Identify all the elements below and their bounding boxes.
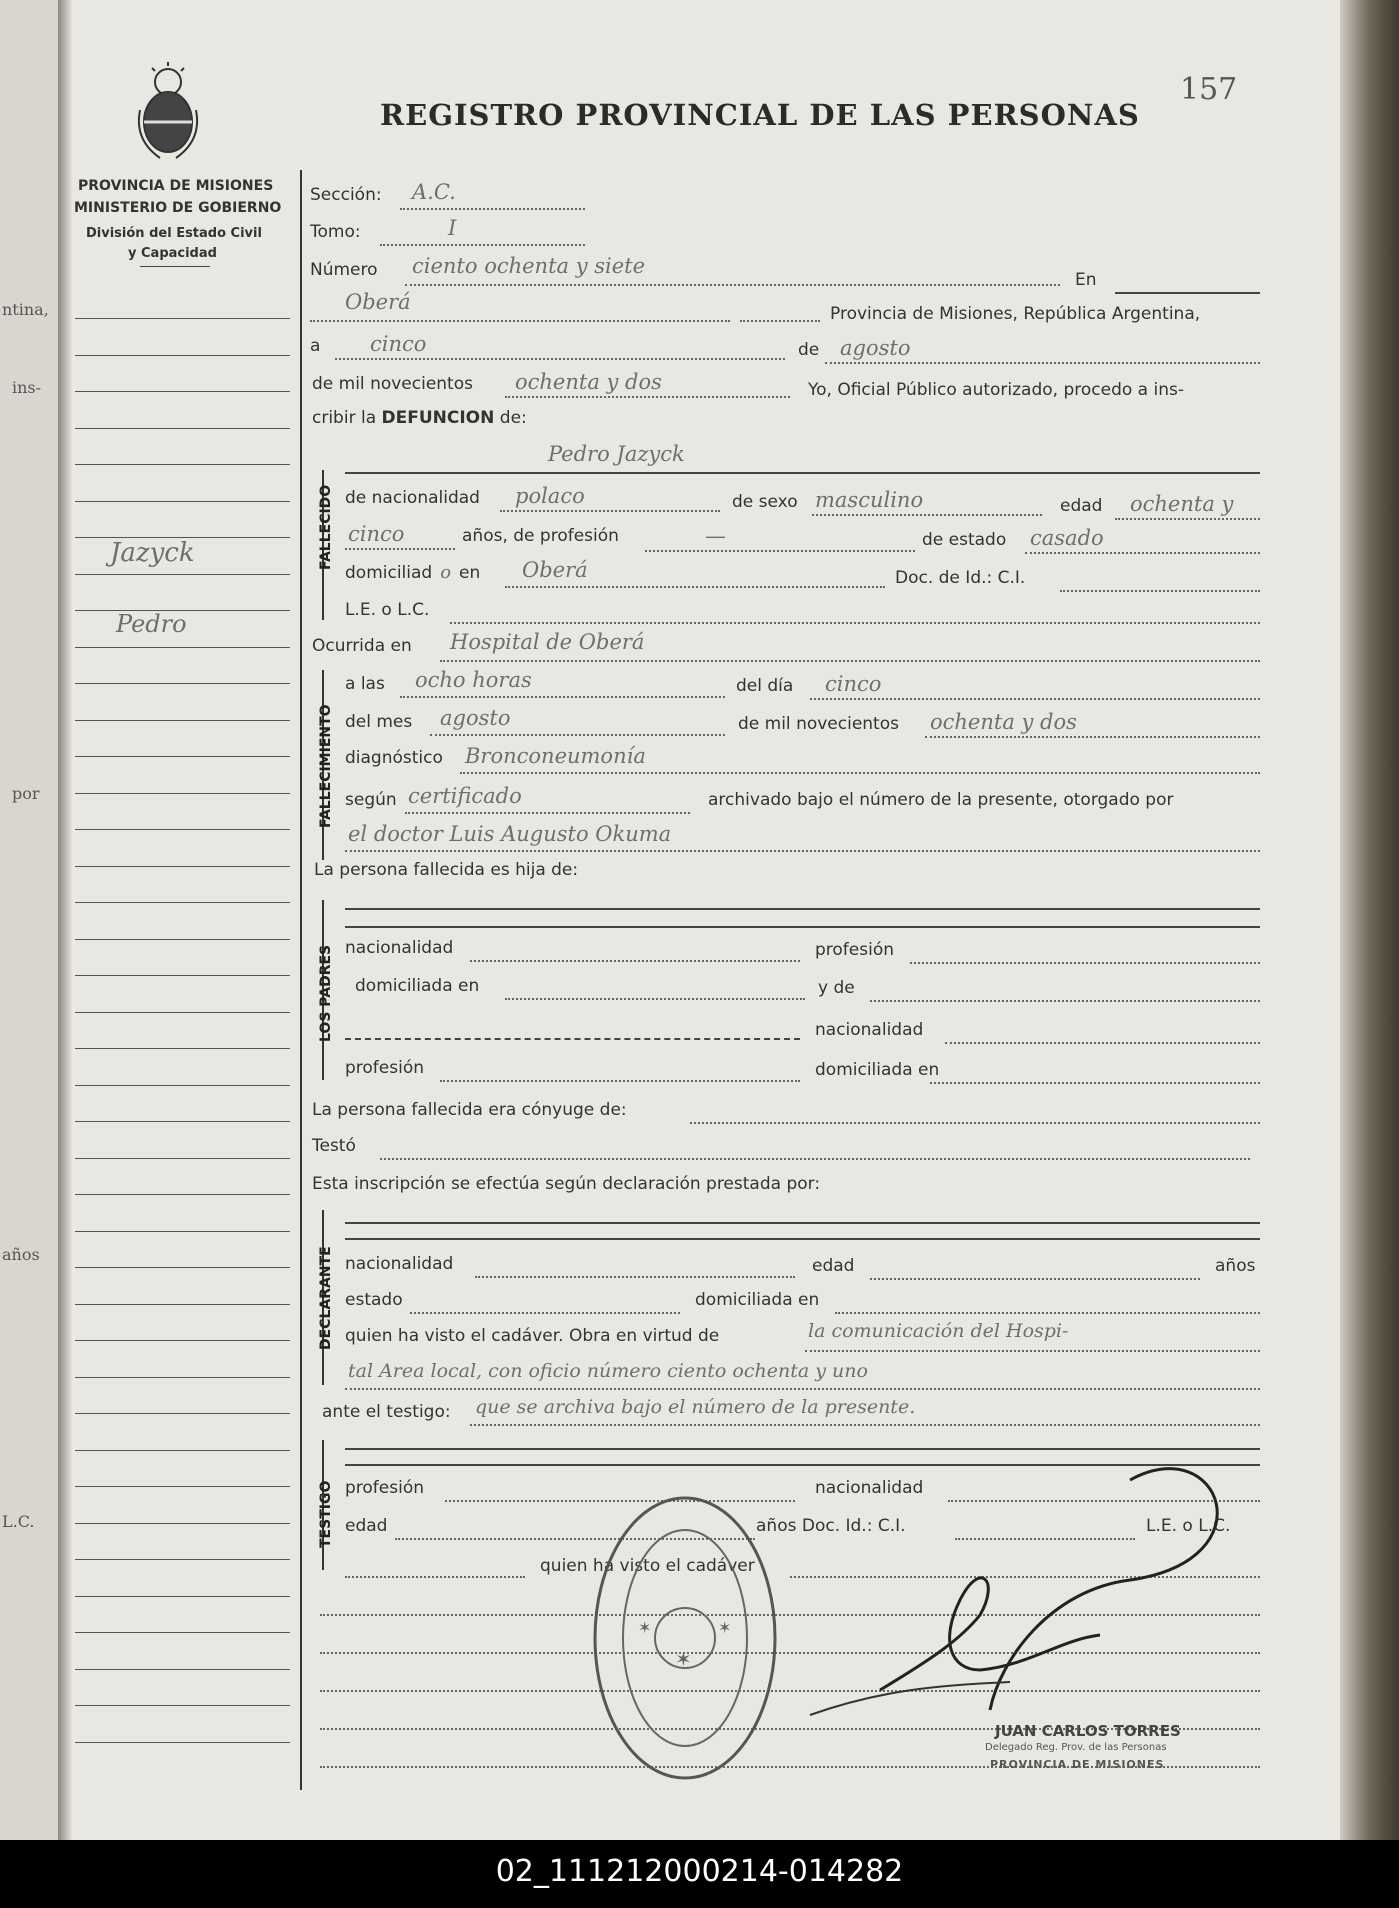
margin-line: [75, 1267, 290, 1268]
margin-line: [75, 866, 290, 867]
agency-line: MINISTERIO DE GOBIERNO: [74, 200, 282, 216]
a-las-label: a las: [345, 674, 385, 694]
signature-icon: [800, 1440, 1260, 1730]
le-lc-label: L.E. o L.C.: [345, 600, 430, 620]
book-edge: [1340, 0, 1399, 1840]
margin-line: [75, 793, 290, 794]
localidad-value: Oberá: [345, 290, 411, 314]
margin-line: [75, 1705, 290, 1706]
inscripcion-label: Esta inscripción se efectúa según declaración prestada por:: [312, 1174, 821, 1194]
quien-visto-label: quien ha visto el cadáver. Obra en virtud de: [345, 1326, 720, 1346]
margin-line: [75, 1012, 290, 1013]
margin-line: [75, 428, 290, 429]
margin-line: [75, 391, 290, 392]
dia-value: cinco: [370, 332, 427, 356]
estado-label: de estado: [922, 530, 1007, 550]
ante-testigo-label: ante el testigo:: [322, 1402, 451, 1422]
margin-line: [75, 1085, 290, 1086]
margin-line: [75, 318, 290, 319]
margin-line: [75, 574, 290, 575]
declarante-nacionalidad-label: nacionalidad: [345, 1254, 454, 1274]
margin-line: [75, 1194, 290, 1195]
seccion-label: Sección:: [310, 185, 382, 205]
margin-line: [75, 1121, 290, 1122]
margin-surname: Jazyck: [110, 538, 195, 568]
column-divider: [300, 170, 302, 1790]
hija-de-label: La persona fallecida es hija de:: [314, 860, 579, 880]
madre-nacionalidad-label: nacionalidad: [815, 1020, 924, 1040]
domicilio-value: Oberá: [522, 558, 588, 582]
section-tag-testigo: TESTIGO: [318, 1480, 334, 1548]
section-tag-fallecimiento: FALLECIMIENTO: [318, 704, 334, 828]
margin-line: [75, 975, 290, 976]
signatory-province: PROVINCIA DE MISIONES: [990, 1758, 1165, 1771]
signatory-name: JUAN CARLOS TORRES: [995, 1722, 1181, 1740]
svg-text:✶: ✶: [675, 1647, 692, 1671]
ocurrida-label: Ocurrida en: [312, 636, 412, 656]
diagnostico-label: diagnóstico: [345, 748, 443, 768]
margin-line: [75, 1377, 290, 1378]
margin-line: [75, 501, 290, 502]
edad-value-2: cinco: [348, 522, 405, 546]
nacionalidad-value: polaco: [515, 484, 585, 508]
margin-line: [75, 902, 290, 903]
archivado-label: archivado bajo el número de la presente, otorgado por: [708, 790, 1174, 810]
estado-value: casado: [1030, 526, 1104, 550]
nombre-value: Pedro Jazyck: [548, 442, 685, 466]
margin-line: [75, 1340, 290, 1341]
domiciliado-label: domiciliad o en: [345, 562, 481, 583]
margin-line: [75, 1158, 290, 1159]
oficial-label: Yo, Oficial Público autorizado, procedo a ins-: [808, 380, 1184, 400]
margin-line: [75, 1048, 290, 1049]
margin-line: [75, 464, 290, 465]
margin-line: [75, 720, 290, 721]
margin-line: [75, 1450, 290, 1451]
profesion-label: años, de profesión: [462, 526, 619, 546]
margin-line: [75, 1669, 290, 1670]
ocurrida-value: Hospital de Oberá: [450, 630, 645, 654]
inscribir-label: cribir la DEFUNCION de:: [312, 408, 527, 428]
medico-value: el doctor Luis Augusto Okuma: [348, 822, 672, 846]
anio-value: ochenta y dos: [515, 370, 662, 394]
signatory-title: Delegado Reg. Prov. de las Personas: [985, 1742, 1167, 1753]
anio-f-value: ochenta y dos: [930, 710, 1077, 734]
testo-label: Testó: [312, 1136, 356, 1156]
numero-label: Número: [310, 260, 378, 280]
section-tag-declarante: DECLARANTE: [318, 1246, 334, 1350]
a-label: a: [310, 336, 321, 356]
margin-line: [75, 355, 290, 356]
page-number: 157: [1180, 72, 1238, 107]
mes-value: agosto: [840, 336, 911, 360]
testigo-profesion-label: profesión: [345, 1478, 425, 1498]
y-de-label: y de: [818, 978, 855, 998]
dia-f-value: cinco: [825, 672, 882, 696]
prev-page-fragment: ins-: [12, 378, 42, 397]
obra-value-1: la comunicación del Hospi-: [808, 1320, 1069, 1342]
conyuge-label: La persona fallecida era cónyuge de:: [312, 1100, 627, 1120]
testigo-doc-label: años Doc. Id.: C.I.: [756, 1516, 906, 1536]
agency-line: y Capacidad: [128, 246, 217, 261]
declarante-edad-label: edad: [812, 1256, 855, 1276]
book-spine: [58, 0, 72, 1840]
segun-value: certificado: [408, 784, 522, 808]
image-caption: 02_111212000214-014282: [495, 1854, 904, 1889]
del-mes-label: del mes: [345, 712, 413, 732]
margin-line: [75, 829, 290, 830]
margin-line: [75, 1632, 290, 1633]
margin-line: [75, 1486, 290, 1487]
margin-line: [75, 1523, 290, 1524]
madre-profesion-label: profesión: [345, 1058, 425, 1078]
margin-line: [75, 1596, 290, 1597]
doc-id-label: Doc. de Id.: C.I.: [895, 568, 1026, 588]
en-label: En: [1075, 270, 1097, 290]
provincia-label: Provincia de Misiones, República Argentina,: [830, 304, 1201, 324]
svg-text:✶: ✶: [718, 1618, 732, 1637]
margin-line: [75, 683, 290, 684]
padre-profesion-label: profesión: [815, 940, 895, 960]
margin-line: [75, 1304, 290, 1305]
segun-label: según: [345, 790, 397, 810]
declarante-anios-label: años: [1215, 1256, 1256, 1276]
tomo-label: Tomo:: [310, 222, 361, 242]
margin-line: [75, 1231, 290, 1232]
testigo-nacionalidad-label: nacionalidad: [815, 1478, 924, 1498]
prev-page-fragment: L.C.: [2, 1512, 35, 1531]
declarante-domiciliada-label: domiciliada en: [695, 1290, 820, 1310]
agency-line: PROVINCIA DE MISIONES: [78, 178, 274, 194]
sexo-label: de sexo: [732, 492, 798, 512]
testigo-edad-label: edad: [345, 1516, 388, 1536]
diagnostico-value: Bronconeumonía: [465, 744, 646, 768]
de-mil-nov-label: de mil novecientos: [738, 714, 899, 734]
de-mil-label: de mil novecientos: [312, 374, 473, 394]
mes-f-value: agosto: [440, 706, 511, 730]
edad-value-1: ochenta y: [1130, 492, 1234, 516]
prev-page-fragment: años: [2, 1245, 40, 1264]
margin-line: [75, 647, 290, 648]
declarante-estado-label: estado: [345, 1290, 403, 1310]
agency-line: División del Estado Civil: [86, 226, 262, 241]
edad-label: edad: [1060, 496, 1103, 516]
testigo-quien-visto-label: quien ha visto el cadáver: [540, 1556, 755, 1576]
prev-page-fragment: por: [12, 784, 40, 803]
numero-value: ciento ochenta y siete: [412, 254, 646, 278]
prev-page-fragment: ntina,: [2, 300, 49, 319]
margin-line: [75, 1413, 290, 1414]
nacionalidad-label: de nacionalidad: [345, 488, 480, 508]
margin-line: [75, 939, 290, 940]
margin-given-name: Pedro: [116, 610, 187, 638]
seccion-value: A.C.: [412, 180, 456, 204]
official-stamp-icon: [590, 1488, 780, 1788]
padre-nacionalidad-label: nacionalidad: [345, 938, 454, 958]
madre-domiciliada-label: domiciliada en: [815, 1060, 940, 1080]
obra-value-2: tal Area local, con oficio número ciento ochenta y uno: [348, 1360, 868, 1382]
profesion-value: —: [705, 524, 726, 548]
previous-page: [0, 0, 62, 1840]
section-tag-padres: LOS PADRES: [318, 944, 334, 1042]
del-dia-label: del día: [736, 676, 794, 696]
section-tag-fallecido: FALLECIDO: [318, 484, 334, 570]
de-label: de: [798, 340, 820, 360]
padre-domiciliada-label: domiciliada en: [355, 976, 480, 996]
testigo-value: que se archiva bajo el número de la presente.: [475, 1396, 916, 1418]
tomo-value: I: [448, 216, 457, 240]
svg-text:✶: ✶: [638, 1618, 652, 1637]
margin-line: [75, 1559, 290, 1560]
hora-value: ocho horas: [415, 668, 532, 692]
testigo-le-lc-label: L.E. o L.C.: [1146, 1516, 1231, 1536]
page-title: REGISTRO PROVINCIAL DE LAS PERSONAS: [380, 98, 1140, 132]
coat-of-arms-icon: [130, 60, 206, 164]
sexo-value: masculino: [815, 488, 924, 512]
divider: [140, 266, 210, 267]
margin-line: [75, 1742, 290, 1743]
margin-line: [75, 756, 290, 757]
